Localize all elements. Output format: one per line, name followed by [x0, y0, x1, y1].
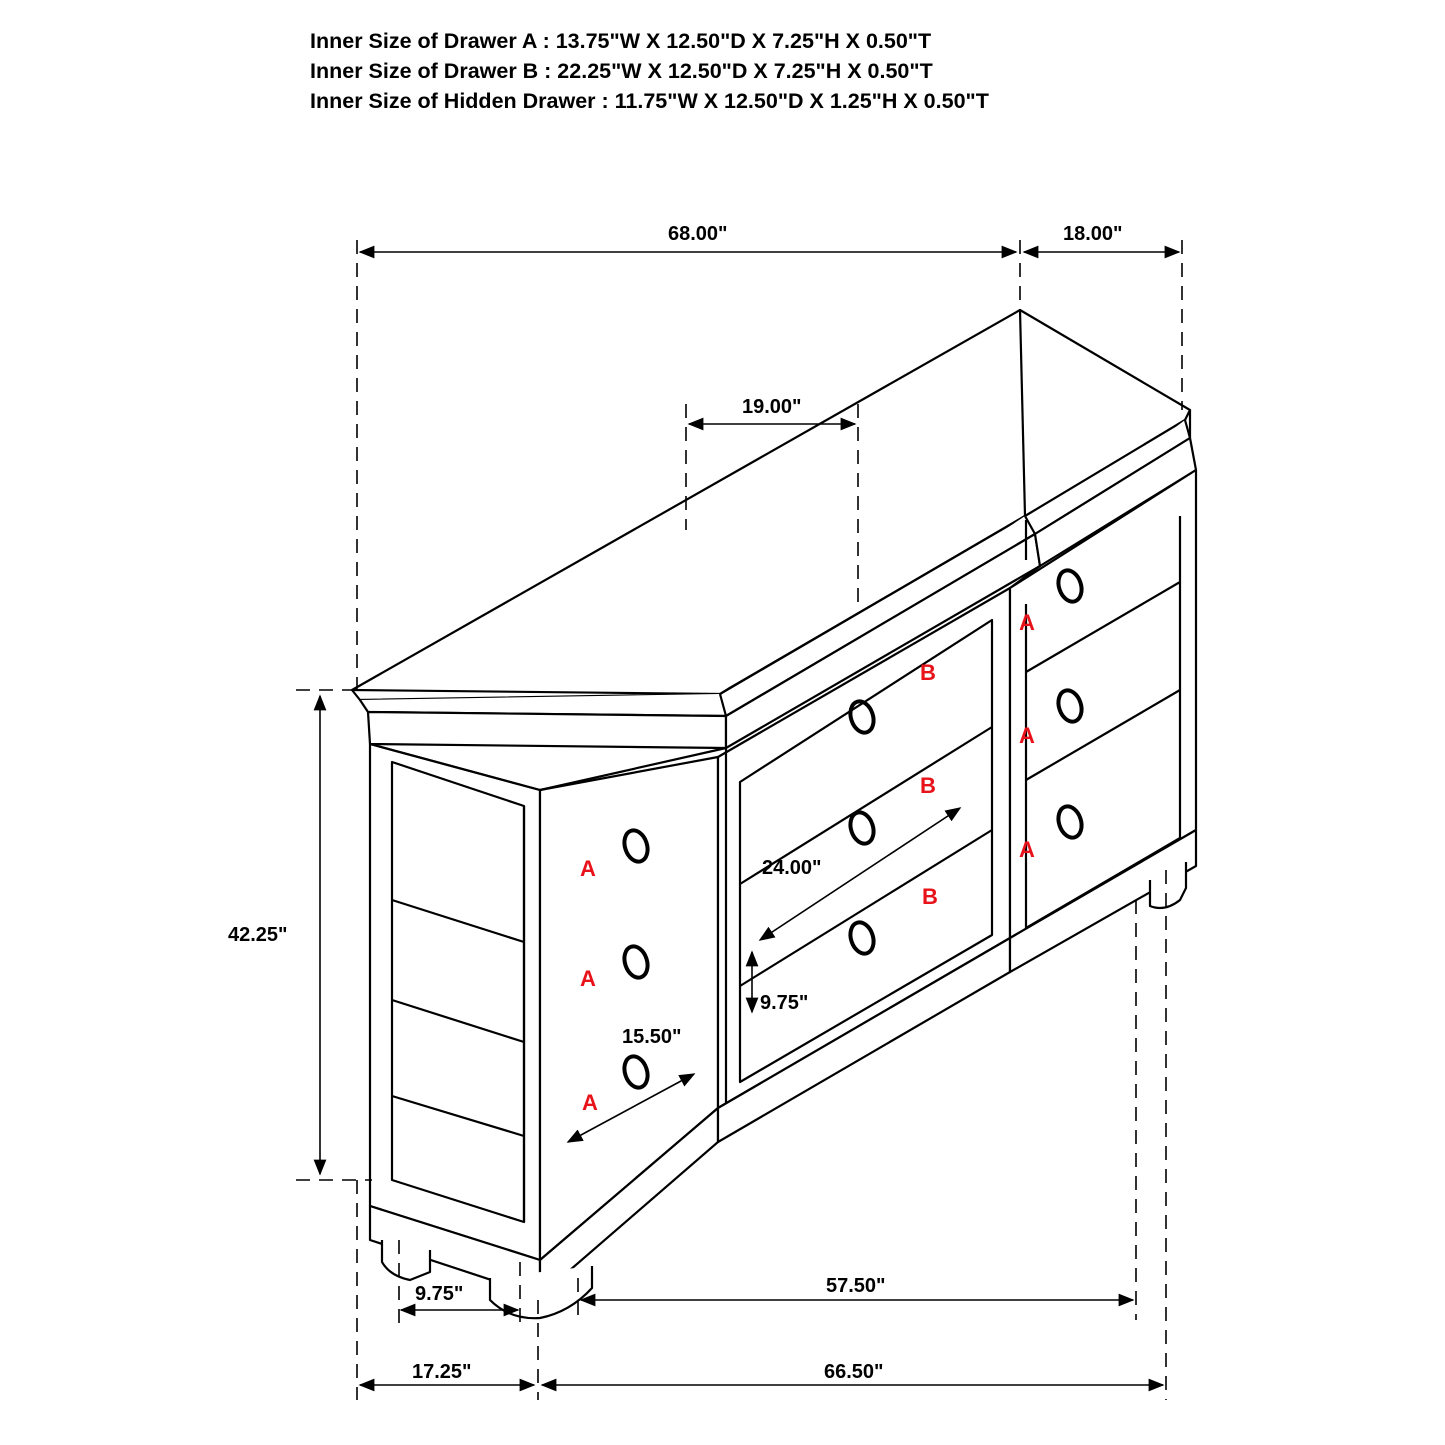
- dresser-body: [352, 310, 1196, 1318]
- dim-top-right-depth: 18.00": [1063, 223, 1123, 245]
- drawer-label-left-3: A: [582, 1090, 598, 1115]
- spec-line-drawer-a: Inner Size of Drawer A : 13.75"W X 12.50"D X 7.25"H X 0.50"T: [310, 29, 932, 53]
- dim-top-inner: 19.00": [742, 396, 802, 418]
- drawer-label-left-1: A: [580, 856, 596, 881]
- dim-base-total-width: 66.50": [824, 1361, 884, 1383]
- drawer-label-right-1: A: [1019, 610, 1035, 635]
- dim-height: 42.25": [228, 924, 288, 946]
- drawer-label-right-3: A: [1019, 837, 1035, 862]
- drawer-label-center-3: B: [922, 884, 938, 909]
- dim-drawer-b-width: 24.00": [762, 857, 822, 879]
- dim-base-left-width: 17.25": [412, 1361, 472, 1383]
- drawer-label-right-2: A: [1019, 723, 1035, 748]
- drawer-label-center-1: B: [920, 660, 936, 685]
- spec-line-drawer-b: Inner Size of Drawer B : 22.25"W X 12.50"D X 7.25"H X 0.50"T: [310, 59, 933, 83]
- dim-drawer-b-height: 9.75": [760, 992, 809, 1014]
- dim-base-left-depth: 9.75": [415, 1283, 464, 1305]
- drawer-label-left-2: A: [580, 966, 596, 991]
- dim-top-width: 68.00": [668, 223, 728, 245]
- drawer-label-center-2: B: [920, 773, 936, 798]
- dim-drawer-a-width: 15.50": [622, 1026, 682, 1048]
- dim-base-center-width: 57.50": [826, 1275, 886, 1297]
- spec-line-hidden-drawer: Inner Size of Hidden Drawer : 11.75"W X 12.50"D X 1.25"H X 0.50"T: [310, 89, 989, 113]
